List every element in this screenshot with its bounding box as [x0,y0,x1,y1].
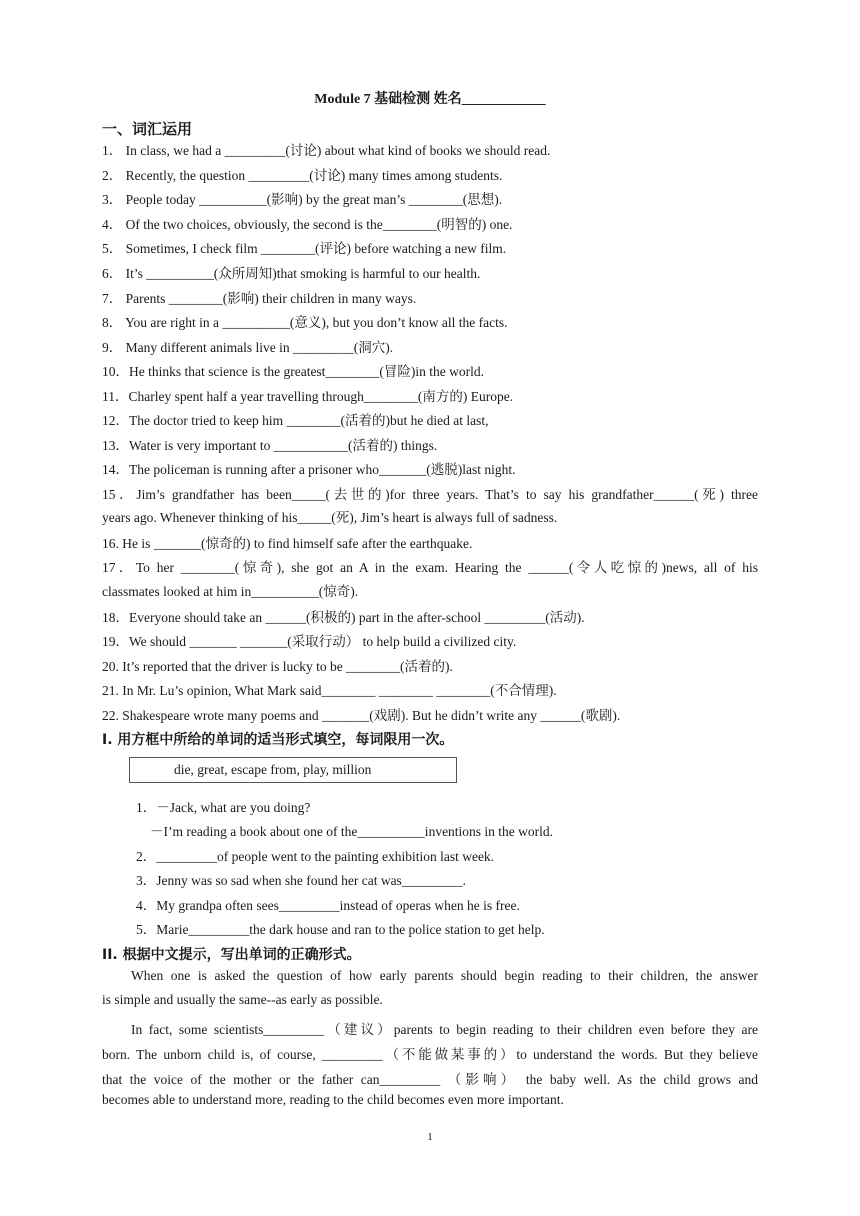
vocab-item: 1． In class, we had a _________(讨论) about what kind of books we should read. [102,143,551,158]
vocab-item: 16. He is _______(惊奇的) to find himself safe after the earthquake. [102,536,473,551]
vocab-item: 17．To her ________(惊奇), she got an A in the exam. Hearing the ______(令人吃惊的)news, all of his [102,560,758,575]
vocab-item-continued: years ago. Whenever thinking of his_____(死), Jim’s heart is always full of sadness. [102,510,558,525]
section-2-heading: I. 用方框中所给的单词的适当形式填空，每词限用一次。 [102,732,454,748]
vocab-item: 4． Of the two choices, obviously, the second is the________(明智的) one. [102,217,513,232]
vocab-item: 8． You are right in a __________(意义), but you don’t know all the facts. [102,315,508,330]
vocab-item: 9． Many different animals live in _________(洞穴). [102,340,394,355]
section-3-heading: II. 根据中文提示，写出单词的正确形式。 [102,947,361,963]
fill-item: 3．Jenny was so sad when she found her cat was_________. [136,873,466,888]
word-box: die, great, escape from, play, million [129,757,457,783]
fill-item-continued: －I’m reading a book about one of the__________inventions in the world. [150,824,554,839]
fill-item: 1．－Jack, what are you doing? [136,800,311,815]
vocab-item-continued: classmates looked at him in__________(惊奇). [102,584,359,599]
vocab-item: 21. In Mr. Lu’s opinion, What Mark said________ ________ ________(不合情理). [102,683,557,698]
vocab-item: 5． Sometimes, I check film ________(评论) before watching a new film. [102,241,507,256]
vocab-item: 7． Parents ________(影响) their children in many ways. [102,291,417,306]
vocab-item: 18．Everyone should take an ______(积极的) part in the after-school _________(活动). [102,610,585,625]
passage-line: born. The unborn child is, of course, _________（不能做某事的）to understand the words. But they believe [102,1047,758,1062]
passage-line: that the voice of the mother or the father can_________ （影响） the baby well. As the child grows and [102,1072,758,1087]
passage-line: In fact, some scientists_________（建议）parents to begin reading to their children even before they are [131,1022,758,1037]
passage-line: When one is asked the question of how early parents should begin reading to their children, the answer [131,968,758,983]
vocab-item: 12．The doctor tried to keep him ________(活着的)but he died at last, [102,413,489,428]
vocab-item: 14．The policeman is running after a prisoner who_______(逃脱)last night. [102,462,516,477]
vocab-item: 19．We should _______ _______(采取行动） to help build a civilized city. [102,634,517,649]
vocab-item: 2． Recently, the question _________(讨论) many times among students. [102,168,503,183]
vocab-item: 20. It’s reported that the driver is lucky to be ________(活着的). [102,659,453,674]
vocab-item: 3． People today __________(影响) by the great man’s ________(思想). [102,192,503,207]
fill-item: 2．_________of people went to the painting exhibition last week. [136,849,495,864]
section-1-heading: 一、词汇运用 [102,120,193,138]
vocab-item: 13．Water is very important to ___________(活着的) things. [102,438,438,453]
vocab-item: 15．Jim’s grandfather has been_____(去世的)for three years. That’s to say his grandfather______(死) three [102,487,758,502]
page-title: Module 7 基础检测 姓名____________ [314,92,546,107]
fill-item: 5．Marie_________the dark house and ran to the police station to get help. [136,922,545,937]
fill-item: 4．My grandpa often sees_________instead of operas when he is free. [136,898,520,913]
vocab-item: 10．He thinks that science is the greatest________(冒险)in the world. [102,364,485,379]
passage-line: becomes able to understand more, reading to the child becomes even more important. [102,1092,564,1107]
vocab-item: 22. Shakespeare wrote many poems and _______(戏剧). But he didn’t write any ______(歌剧). [102,708,621,723]
page-number: 1 [427,1131,433,1143]
vocab-item: 11．Charley spent half a year travelling through________(南方的) Europe. [102,389,514,404]
vocab-item: 6． It’s __________(众所周知)that smoking is harmful to our health. [102,266,481,281]
passage-line: is simple and usually the same--as early as possible. [102,992,383,1007]
